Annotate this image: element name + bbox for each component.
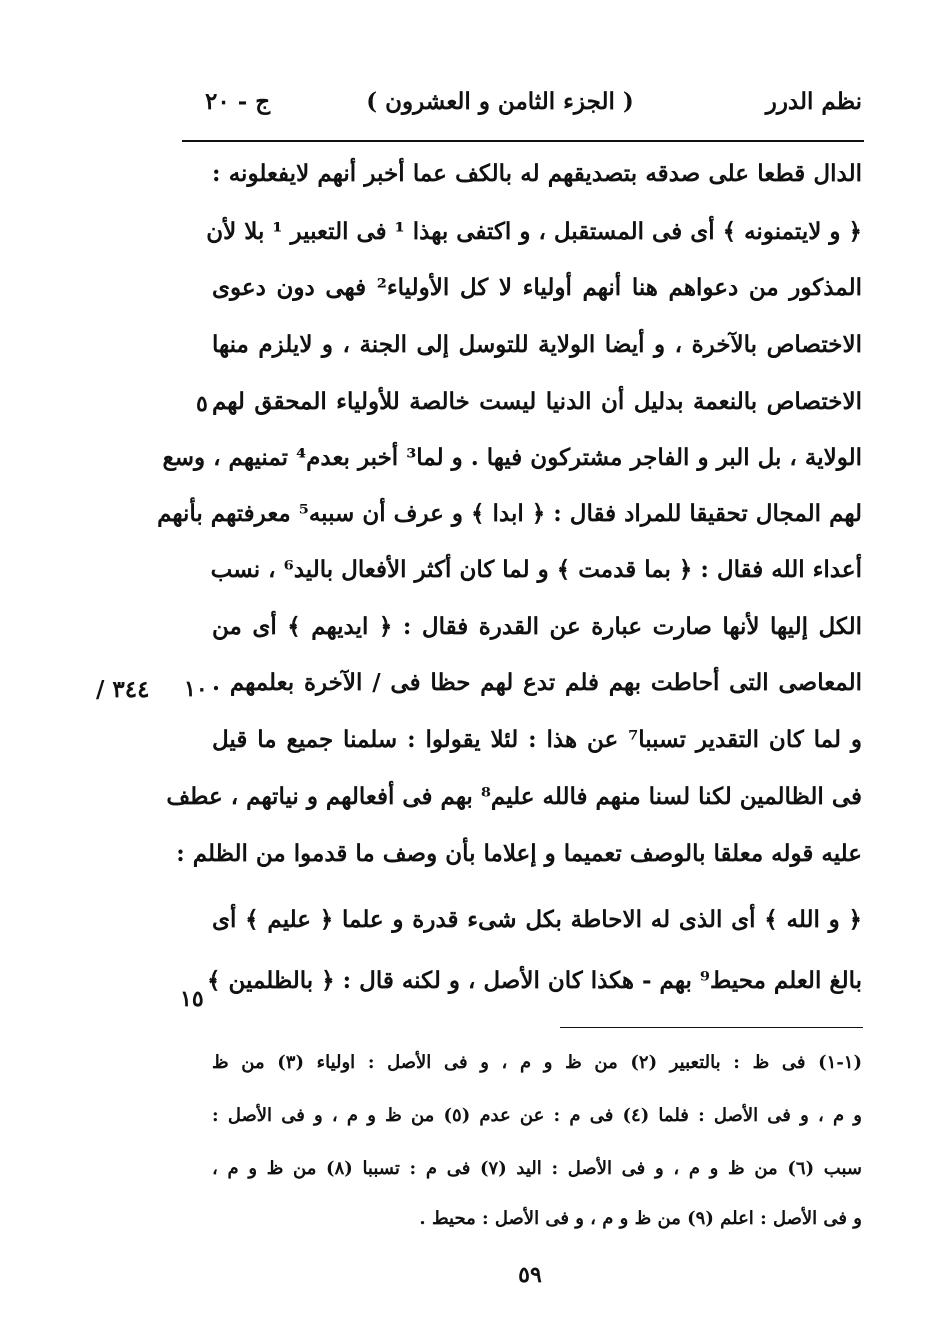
header-rule	[182, 140, 864, 142]
text-line: أعداء الله فقال : ﴿ بما قدمت ﴾ و لما كان أكثر الأفعال باليد⁶ ، نسب	[210, 556, 862, 583]
text-line: فى الظالمين لكنا لسنا منهم فالله عليم⁸ بهم فى أفعالهم و نياتهم ، عطف	[166, 783, 862, 810]
text-line: المعاصى التى أحاطت بهم فلم تدع لهم حظا فى / الآخرة بعلمهم .	[212, 669, 862, 696]
line-number-10: ١٠	[184, 676, 208, 702]
page-number: ٥٩	[518, 1262, 542, 1288]
text-line: الاختصاص بالآخرة ، و أيضا الولاية للتوسل إلى الجنة ، و لايلزم منها	[212, 331, 862, 358]
text-line: الاختصاص بالنعمة بدليل أن الدنيا ليست خالصة للأولياء المحقق لهم	[212, 388, 862, 415]
text-line: بالغ العلم محيط⁹ بهم - هكذا كان الأصل ، و لكنه قال : ﴿ بالظلمين ﴾	[207, 967, 862, 994]
book-title: نظم الدرر	[765, 88, 862, 115]
manuscript-folio-ref: ٣٤٤ /	[96, 676, 150, 703]
line-number-15: ١٥	[180, 986, 204, 1012]
text-line: عليه قوله معلقا بالوصف تعميما و إعلاما بأن وصف ما قدموا من الظلم :	[176, 840, 862, 867]
text-line: ﴿ و لايتمنونه ﴾ أى فى المستقبل ، و اكتفى بهذا ¹ فى التعبير ¹ بلا لأن	[206, 218, 862, 245]
text-line: الكل إليها لأنها صارت عبارة عن القدرة فقال : ﴿ ايديهم ﴾ أى من	[212, 613, 862, 640]
volume-label: ج - ٢٠	[205, 88, 271, 115]
footnote-line: و م ، و فى الأصل : فلما (٤) فى م : عن عدم (٥) من ظ و م ، و فى الأصل :	[212, 1105, 862, 1126]
footnote-line: (١-١) فى ظ : بالتعبير (٢) من ظ و م ، و فى الأصل : اولياء (٣) من ظ	[212, 1052, 862, 1073]
footnote-line: سبب (٦) من ظ و م ، و فى الأصل : اليد (٧) فى م : تسببا (٨) من ظ و م ،	[212, 1158, 862, 1179]
text-line: لهم المجال تحقيقا للمراد فقال : ﴿ ابدا ﴾ و عرف أن سببه⁵ معرفتهم بأنهم	[157, 500, 862, 527]
text-line: ﴿ و الله ﴾ أى الذى له الاحاطة بكل شىء قدرة و علما ﴿ عليم ﴾ أى	[212, 906, 862, 933]
footnote-line: و فى الأصل : اعلم (٩) من ظ و م ، و فى الأصل : محيط .	[419, 1208, 862, 1229]
text-line: الدال قطعا على صدقه بتصديقهم له بالكف عما أخبر أنهم لايفعلونه :	[212, 160, 862, 187]
text-line: الولاية ، بل البر و الفاجر مشتركون فيها . و لما³ أخبر بعدم⁴ تمنيهم ، وسع	[162, 444, 862, 471]
text-line: المذكور من دعواهم هنا أنهم أولياء لا كل الأولياء² فهى دون دعوى	[212, 274, 862, 301]
part-label: ( الجزء الثامن و العشرون )	[366, 88, 634, 115]
text-line: و لما كان التقدير تسببا⁷ عن هذا : لئلا يقولوا : سلمنا جميع ما قيل	[212, 726, 862, 753]
line-number-5: ٥	[196, 391, 208, 417]
footnote-rule	[560, 1027, 863, 1028]
